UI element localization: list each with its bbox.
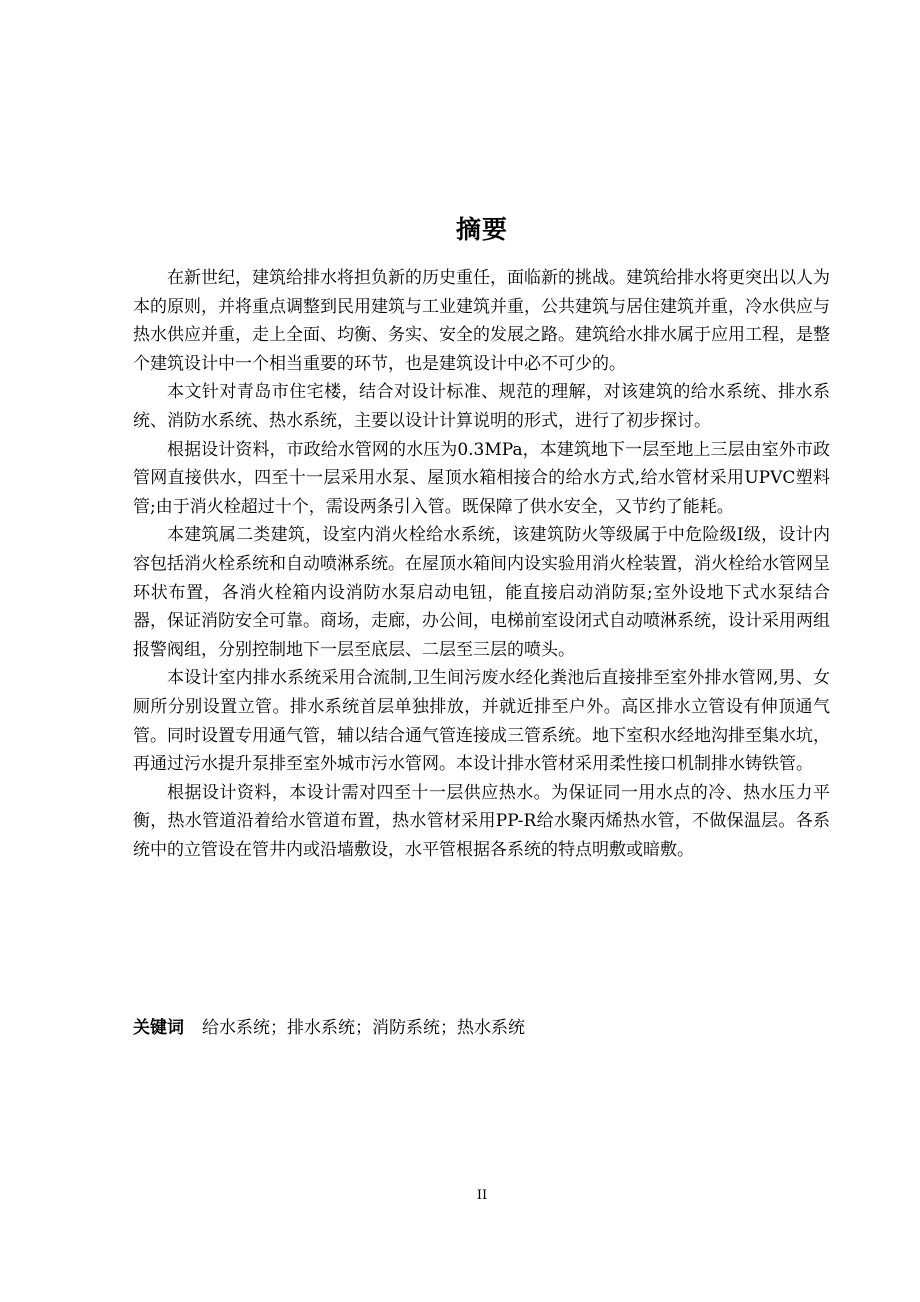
paragraph: 本建筑属二类建筑，设室内消火栓给水系统，该建筑防火等级属于中危险级Ⅰ级，设计内容包括消火栓系统和自动喷淋系统。在屋顶水箱间内设实验用消火栓装置，消火栓给水管网呈环状布置，各消火栓箱内设消防水泵启动电钮，能直接启动消防泵;室外设地下式水泵结合器，保证消防安全可靠。商场，走廊，办公间，电梯前室设闭式自动喷淋系统，设计采用两组报警阀组，分别控制地下一层至底层、二层至三层的喷头。 (133, 525, 830, 660)
abstract-body (133, 264, 830, 864)
page-title: 摘要 (455, 215, 508, 244)
paragraph: 本文针对青岛市住宅楼，结合对设计标准、规范的理解，对该建筑的给水系统、排水系统、消防水系统、热水系统，主要以设计计算说明的形式，进行了初步探讨。 (133, 382, 830, 431)
keywords-label: 关键词 (133, 1018, 184, 1038)
paragraph: 在新世纪，建筑给排水将担负新的历史重任，面临新的挑战。建筑给排水将更突出以人为本的原则，并将重点调整到民用建筑与工业建筑并重，公共建筑与居住建筑并重，冷水供应与热水供应并重，走上全面、均衡、务实、安全的发展之路。建筑给水排水属于应用工程，是整个建筑设计中一个相当重要的环节，也是建筑设计中必不可少的。 (133, 268, 830, 374)
keywords-list: 给水系统；排水系统；消防系统；热水系统 (202, 1018, 525, 1038)
paragraph: 根据设计资料，市政给水管网的水压为0.3MPa，本建筑地下一层至地上三层由室外市政管网直接供水，四至十一层采用水泵、屋顶水箱相接合的给水方式,给水管材采用UPVC塑料管;由于消火栓超过十个，需设两条引入管。既保障了供水安全，又节约了能耗。 (133, 439, 830, 517)
keywords-line (133, 1014, 830, 1042)
paragraph: 本设计室内排水系统采用合流制,卫生间污废水经化粪池后直接排至室外排水管网,男、女厕所分别设置立管。排水系统首层单独排放，并就近排至户外。高区排水立管设有伸顶通气管。同时设置专用通气管，辅以结合通气管连接成三管系统。地下室积水经地沟排至集水坑，再通过污水提升泵排至室外城市污水管网。本设计排水管材采用柔性接口机制排水铸铁管。 (133, 668, 830, 775)
page-number: II (476, 1188, 488, 1203)
paragraph: 根据设计资料，本设计需对四至十一层供应热水。为保证同一用水点的冷、热水压力平衡，热水管道沿着给水管道布置，热水管材采用PP-R给水聚丙烯热水管，不做保温层。各系统中的立管设在管井内或沿墙敷设，水平管根据各系统的特点明敷或暗敷。 (133, 782, 830, 860)
